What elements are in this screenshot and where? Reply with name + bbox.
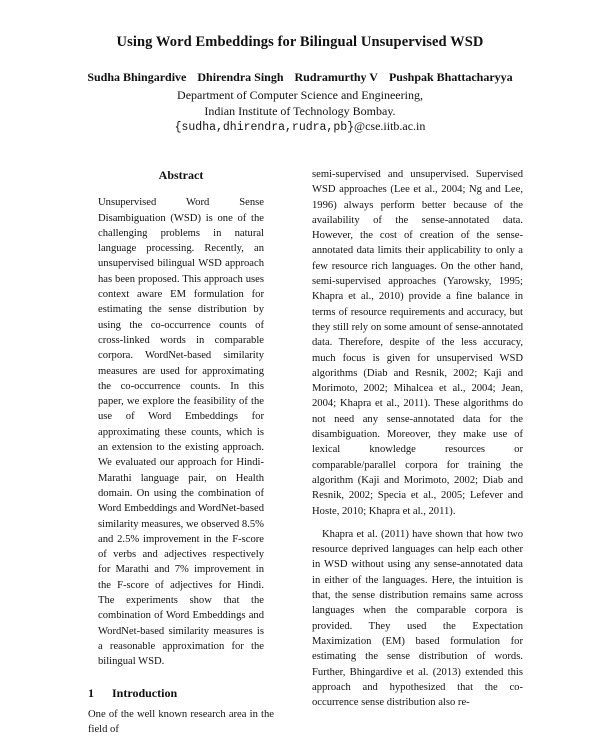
section-heading-introduction xyxy=(88,686,274,701)
author-emails xyxy=(0,119,600,134)
left-column xyxy=(88,168,274,737)
author-name: Sudha Bhingardive xyxy=(87,70,187,84)
section-number: 1 xyxy=(88,685,94,700)
affiliation-department: Department of Computer Science and Engineering, xyxy=(177,88,423,102)
email-domain: @cse.iitb.ac.in xyxy=(354,119,426,133)
author-name: Dhirendra Singh xyxy=(197,70,284,84)
section-title: Introduction xyxy=(112,685,178,700)
author-name: Rudramurthy V xyxy=(294,70,378,84)
abstract-heading: Abstract xyxy=(158,168,204,182)
author-name: Pushpak Bhattacharyya xyxy=(388,70,513,84)
affiliation-institute: Indian Institute of Technology Bombay. xyxy=(204,104,396,118)
body-paragraph: semi-supervised and unsupervised. Supervised WSD approaches (Lee et al., 2004; Ng and Lee, 1996) always perform better because of the availability of the sense-annotated data. However, the cost of creation of the sense-annotated data limits their applicability to only a few resource rich languages. On the other hand, semi-supervised approaches (Yarowsky, 1995; Khapra et al., 2010) provide a fine balance in terms of resource requirements and accuracy, but they still rely on some amount of sense-annotated data. Therefore, despite of the less accuracy, much focus is given for unsupervised WSD algorithms (Diab and Resnik, 2002; Kaji and Morimoto, 2002; Mihalcea et al., 2004; Jean, 2004; Khapra et al., 2011). These algorithms do not need any sense-annotated data for the disambiguation. Moreover, they make use of lexical knowledge resources or comparable/parallel corpora for training the algorithm (Kaji and Morimoto, 2002; Diab and Resnik, 2002; Specia et al., 2005; Lefever and Hoste, 2010; Khapra et al., 2011). xyxy=(312,169,523,517)
author-list xyxy=(0,70,600,85)
paper-title: Using Word Embeddings for Bilingual Unsupervised WSD xyxy=(116,34,484,50)
email-users: {sudha,dhirendra,rudra,pb} xyxy=(174,121,355,134)
intro-first-line: One of the well known research area in the field of xyxy=(88,708,274,736)
right-column xyxy=(312,167,523,710)
body-paragraph: Khapra et al. (2011) have shown that how two resource deprived languages can help each other in WSD without using any sense-annotated data in either of the languages. Here, the intuition is that, the sense distribution remains same across languages when the comparable corpora is provided. They used the Expectation Maximization (EM) based formulation for estimating the sense distribution of words. Further, Bhingardive et al. (2013) extended this approach and hypothesized that the co-occurrence sense distribution also re- xyxy=(312,528,523,709)
abstract-text: Unsupervised Word Sense Disambiguation (WSD) is one of the challenging problems in natural language processing. Recently, an unsupervised bilingual WSD approach has been proposed. This approach uses context aware EM formulation for estimating the sense distribution by using the co-occurrence counts of cross-linked words in comparable corpora. WordNet-based similarity measures are used for approximating the co-occurrence counts. In this paper, we explore the feasibility of the use of Word Embeddings for approximating these counts, which is an extension to the existing approach. We evaluated our approach for Hindi-Marathi language pair, on Health domain. On using the combination of Word Embeddings and WordNet-based similarity measures, we observed 8.5% and 2.5% improvement in the F-score of verbs and adjectives respectively for Marathi and 7% improvement in the F-score of adjectives for Hindi. The experiments show that the combination of Word Embeddings and WordNet-based similarity measures is a reasonable approximation for the bilingual WSD. xyxy=(98,197,264,668)
